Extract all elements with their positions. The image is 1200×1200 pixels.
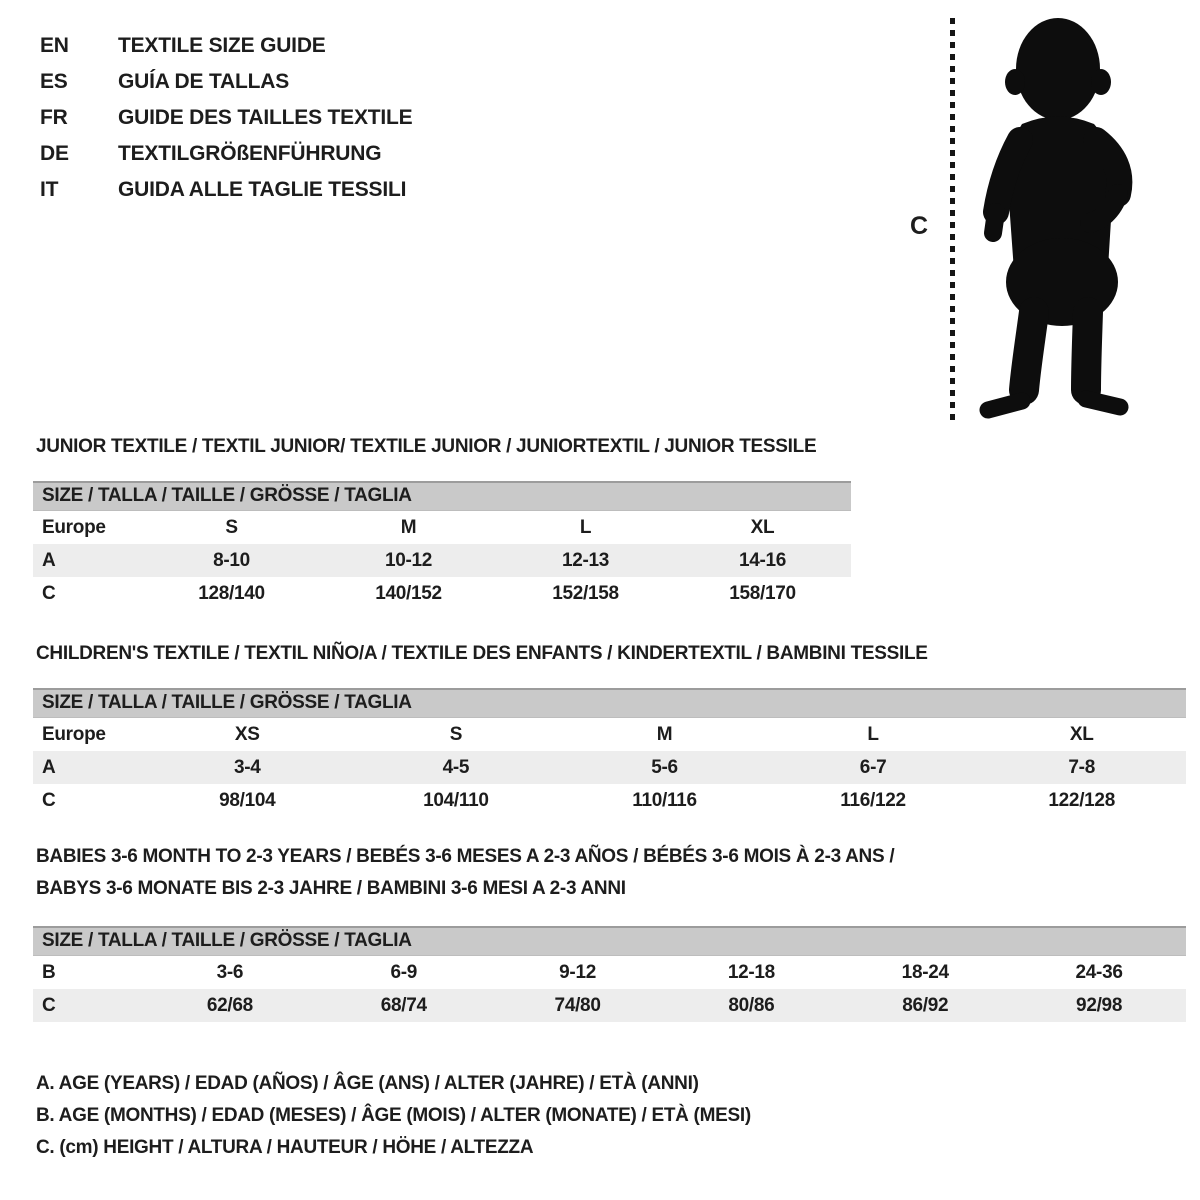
table-cell: 9-12 [559,961,596,983]
legend-line-a: A. AGE (YEARS) / EDAD (AÑOS) / ÂGE (ANS) / ALTER (JAHRE) / ETÀ (ANNI) [36,1073,699,1094]
table-cell: 8-10 [143,544,320,577]
table-row [33,989,1186,1022]
table-cell: 6-9 [390,961,418,983]
table-cell: 80/86 [664,989,838,1022]
table-cell: 12-13 [497,544,674,577]
list-item [40,172,412,208]
table-cell: 68/74 [317,989,491,1022]
table-cell: 3-4 [143,751,352,784]
table-header-row [33,511,851,544]
table-cell: 24-36 [1075,961,1123,983]
language-title-list [40,28,412,208]
table-row [33,751,1186,784]
language-title: GUIDE DES TAILLES TEXTILE [118,106,413,129]
size-column-header: XS [234,723,260,745]
table-cell: 14-16 [674,544,851,577]
height-measure-line [950,18,955,420]
table-cell: 3-6 [216,961,244,983]
table-header-row [33,718,1186,751]
section-title-babies-line1: BABIES 3-6 MONTH TO 2-3 YEARS / BEBÉS 3-6 MESES A 2-3 AÑOS / BÉBÉS 3-6 MOIS À 2-3 ANS / [36,846,895,867]
language-code: FR [40,106,68,129]
table-cell: 18-24 [901,961,949,983]
size-column-header: L [579,516,592,538]
section-title-junior: JUNIOR TEXTILE / TEXTIL JUNIOR/ TEXTILE JUNIOR / JUNIORTEXTIL / JUNIOR TESSILE [36,436,817,457]
table-cell: 158/170 [729,582,796,604]
section-title-babies-line2: BABYS 3-6 MONATE BIS 2-3 JAHRE / BAMBINI 3-6 MESI A 2-3 ANNI [36,878,626,899]
list-item [40,28,412,64]
table-cell: 6-7 [769,751,978,784]
table-cell: 5-6 [560,751,769,784]
row-label: A [33,751,143,784]
table-cell: 152/158 [552,582,619,604]
size-column-header: XL [1069,723,1094,745]
table-cell: 122/128 [1048,789,1115,811]
language-code: EN [40,34,69,57]
size-column-header: S [449,723,463,745]
height-measure-label: C [910,212,929,240]
table-cell: 140/152 [375,582,442,604]
list-item [40,136,412,172]
table-row [33,956,1186,989]
region-label: Europe [42,723,106,745]
region-label: Europe [42,516,106,538]
table-cell: 116/122 [840,789,906,811]
table-cell: 110/116 [632,789,697,811]
language-title: TEXTILE SIZE GUIDE [118,34,326,57]
language-code: IT [40,178,59,201]
language-title: GUIDA ALLE TAGLIE TESSILI [118,178,407,201]
row-label: C [33,989,143,1022]
table-row [33,544,851,577]
section-title-babies [36,841,894,905]
row-label: A [33,544,143,577]
babies-size-table [33,926,1186,1022]
table-cell: 92/98 [1012,989,1186,1022]
table-cell: 12-18 [727,961,775,983]
table-cell: 4-5 [352,751,561,784]
measurement-legend [36,1068,751,1164]
language-code: ES [40,70,68,93]
table-cell: 86/92 [838,989,1012,1022]
children-size-table [33,688,1186,817]
junior-size-table [33,481,851,610]
table-row [33,577,851,610]
size-column-header: L [867,723,879,745]
size-column-header: S [225,516,238,538]
legend-line-c: C. (cm) HEIGHT / ALTURA / HAUTEUR / HÖHE / ALTEZZA [36,1137,534,1158]
language-code: DE [40,142,69,165]
table-row [33,784,1186,817]
table-cell: 128/140 [198,582,265,604]
table-cell: 10-12 [320,544,497,577]
row-label: C [42,789,56,811]
row-label: C [42,582,56,604]
legend-line-b: B. AGE (MONTHS) / EDAD (MESES) / ÂGE (MOIS) / ALTER (MONATE) / ETÀ (MESI) [36,1105,751,1126]
size-column-header: M [656,723,673,745]
table-cell: 98/104 [219,789,276,811]
list-item [40,64,412,100]
table-cell: 62/68 [143,989,317,1022]
table-cell: 104/110 [423,789,489,811]
table-cell: 7-8 [977,751,1186,784]
language-title: TEXTILGRÖßENFÜHRUNG [118,142,382,165]
baby-silhouette-icon [962,12,1147,422]
size-header-bar: SIZE / TALLA / TAILLE / GRÖSSE / TAGLIA [33,688,1186,718]
size-header-bar: SIZE / TALLA / TAILLE / GRÖSSE / TAGLIA [33,926,1186,956]
size-column-header: M [400,516,417,538]
row-label: B [42,961,56,983]
size-column-header: XL [750,516,775,538]
list-item [40,100,412,136]
language-title: GUÍA DE TALLAS [118,70,290,93]
section-title-children: CHILDREN'S TEXTILE / TEXTIL NIÑO/A / TEXTILE DES ENFANTS / KINDERTEXTIL / BAMBINI TESSILE [36,643,928,664]
table-cell: 74/80 [491,989,665,1022]
height-figure [900,0,1200,440]
size-header-bar: SIZE / TALLA / TAILLE / GRÖSSE / TAGLIA [33,481,851,511]
